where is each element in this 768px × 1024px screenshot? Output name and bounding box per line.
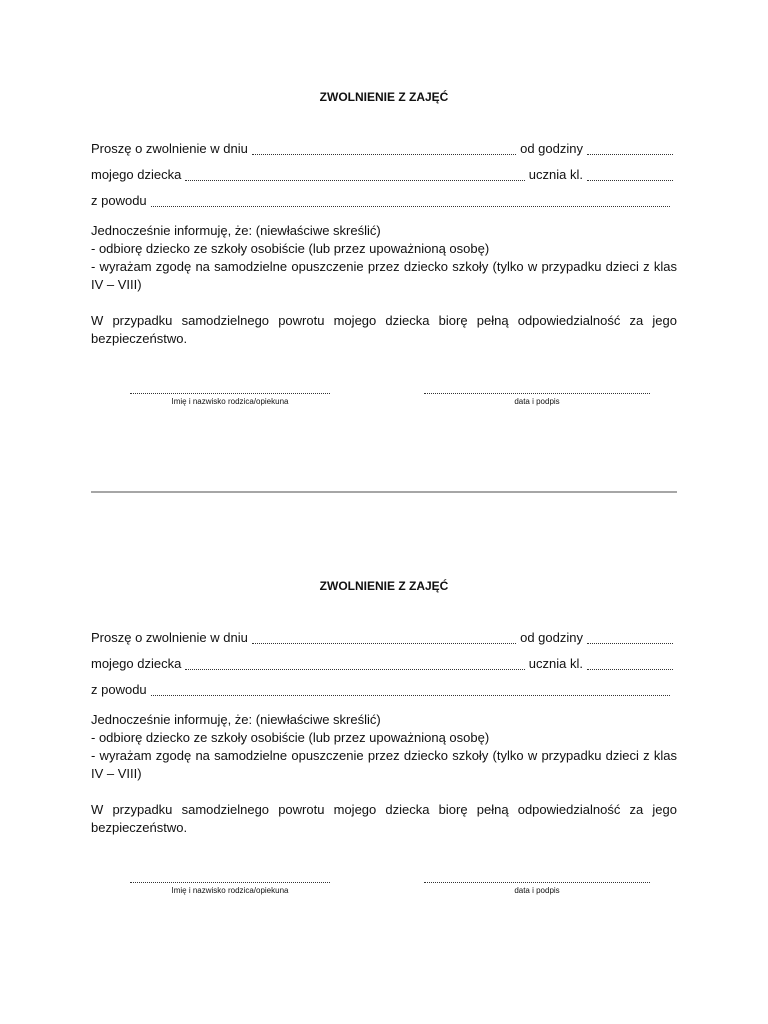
signature-line bbox=[424, 881, 650, 883]
time-field[interactable] bbox=[587, 142, 673, 155]
signature-line bbox=[130, 881, 330, 883]
date-signature[interactable] bbox=[424, 881, 650, 896]
form-title: ZWOLNIENIE Z ZAJĘĆ bbox=[319, 579, 449, 593]
time-label: od godziny bbox=[520, 141, 583, 156]
date-time-row bbox=[91, 140, 677, 158]
cut-divider bbox=[91, 491, 677, 493]
parent-name-caption: Imię i nazwisko rodzica/opiekuna bbox=[171, 397, 289, 406]
parent-name-signature[interactable] bbox=[130, 881, 330, 896]
info-option-pickup: - odbiorę dziecko ze szkoły osobiście (lub przez upoważnioną osobę) bbox=[91, 241, 490, 256]
signature-area bbox=[91, 392, 677, 422]
time-field[interactable] bbox=[587, 631, 673, 644]
date-signature-caption: data i podpis bbox=[514, 886, 560, 895]
info-option-pickup: - odbiorę dziecko ze szkoły osobiście (lub przez upoważnioną osobę) bbox=[91, 730, 490, 745]
date-signature[interactable] bbox=[424, 392, 650, 407]
parent-name-caption: Imię i nazwisko rodzica/opiekuna bbox=[171, 886, 289, 895]
class-label: ucznia kl. bbox=[528, 167, 583, 182]
child-class-row bbox=[91, 166, 677, 184]
date-field[interactable] bbox=[252, 631, 516, 644]
info-option-alone: - wyrażam zgodę na samodzielne opuszczenie przez dziecko szkoły (tylko w przypadku dzieci z klas IV – VIII) bbox=[91, 259, 677, 292]
date-label: Proszę o zwolnienie w dniu bbox=[91, 141, 248, 156]
date-field[interactable] bbox=[252, 142, 516, 155]
class-label: ucznia kl. bbox=[528, 656, 583, 671]
signature-area bbox=[91, 881, 677, 911]
form-title: ZWOLNIENIE Z ZAJĘĆ bbox=[319, 90, 449, 104]
parent-name-signature[interactable] bbox=[130, 392, 330, 407]
child-label: mojego dziecka bbox=[91, 167, 182, 182]
info-paragraph bbox=[91, 711, 677, 783]
info-option-alone: - wyrażam zgodę na samodzielne opuszczenie przez dziecko szkoły (tylko w przypadku dzieci z klas IV – VIII) bbox=[91, 748, 677, 781]
child-name-field[interactable] bbox=[185, 657, 524, 670]
info-paragraph bbox=[91, 222, 677, 294]
reason-field[interactable] bbox=[151, 683, 670, 696]
reason-label: z powodu bbox=[91, 193, 147, 208]
reason-row bbox=[91, 681, 677, 699]
date-signature-caption: data i podpis bbox=[514, 397, 560, 406]
child-class-row bbox=[91, 655, 677, 673]
child-label: mojego dziecka bbox=[91, 656, 182, 671]
responsibility-paragraph: W przypadku samodzielnego powrotu mojego dziecka biorę pełną odpowiedzialność za jego bezpieczeństwo. bbox=[91, 313, 677, 346]
class-field[interactable] bbox=[587, 657, 673, 670]
release-form-1 bbox=[91, 88, 677, 422]
time-label: od godziny bbox=[520, 630, 583, 645]
release-form-2 bbox=[91, 577, 677, 911]
class-field[interactable] bbox=[587, 168, 673, 181]
signature-line bbox=[424, 392, 650, 394]
responsibility-paragraph: W przypadku samodzielnego powrotu mojego dziecka biorę pełną odpowiedzialność za jego bezpieczeństwo. bbox=[91, 802, 677, 835]
date-label: Proszę o zwolnienie w dniu bbox=[91, 630, 248, 645]
reason-row bbox=[91, 192, 677, 210]
reason-field[interactable] bbox=[151, 194, 670, 207]
date-time-row bbox=[91, 629, 677, 647]
child-name-field[interactable] bbox=[185, 168, 524, 181]
info-line: Jednocześnie informuję, że: (niewłaściwe skreślić) bbox=[91, 712, 381, 727]
signature-line bbox=[130, 392, 330, 394]
info-line: Jednocześnie informuję, że: (niewłaściwe skreślić) bbox=[91, 223, 381, 238]
reason-label: z powodu bbox=[91, 682, 147, 697]
